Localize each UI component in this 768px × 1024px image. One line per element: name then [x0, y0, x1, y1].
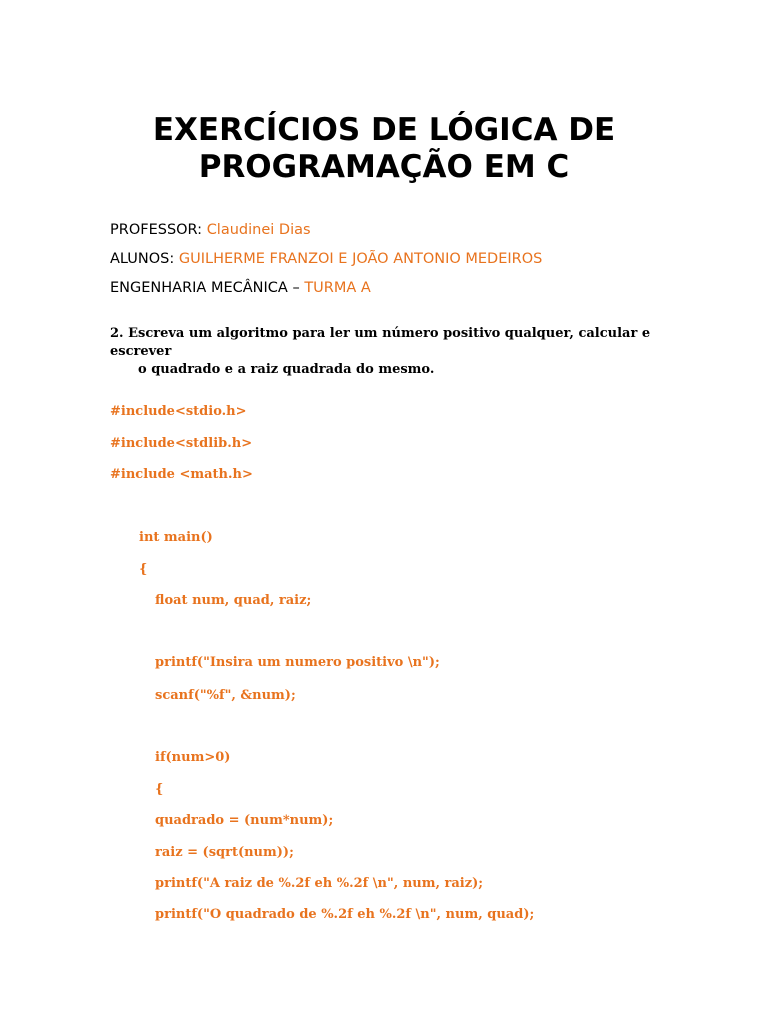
students-names: GUILHERME FRANZOI E JOÃO ANTONIO MEDEIROS [178, 251, 543, 267]
code-line: printf("O quadrado de %.2f eh %.2f \n", num, quad); [155, 907, 535, 922]
course-label: ENGENHARIA MECÂNICA – [110, 280, 300, 296]
exercise-line-2: o quadrado e a raiz quadrada do mesmo. [138, 362, 435, 377]
code-line: quadrado = (num*num); [155, 813, 334, 828]
professor-line [110, 222, 311, 238]
title-line-2: PROGRAMAÇÃO EM C [198, 149, 570, 185]
code-line: scanf("%f", &num); [155, 688, 296, 703]
class-name: TURMA A [304, 280, 371, 296]
exercise-line-1: 2. Escreva um algoritmo para ler um número positivo qualquer, calcular e escrever [110, 326, 651, 359]
code-line: int main() [139, 530, 213, 545]
code-line: raiz = (sqrt(num)); [155, 845, 294, 860]
code-line: { [139, 562, 148, 577]
code-line: #include<stdio.h> [110, 404, 247, 419]
course-line [110, 280, 371, 296]
document-title [0, 112, 768, 186]
code-line: printf("Insira um numero positivo \n"); [155, 655, 440, 670]
code-line: { [155, 782, 164, 797]
students-line [110, 251, 542, 267]
code-line: float num, quad, raiz; [155, 593, 312, 608]
code-line: #include<stdlib.h> [110, 436, 253, 451]
professor-label: PROFESSOR: [110, 222, 203, 238]
exercise-statement [110, 325, 670, 379]
code-line: #include <math.h> [110, 467, 253, 482]
professor-name: Claudinei Dias [206, 222, 311, 238]
students-label: ALUNOS: [110, 251, 175, 267]
code-line: printf("A raiz de %.2f eh %.2f \n", num, raiz); [155, 876, 484, 891]
code-line: if(num>0) [155, 750, 231, 765]
title-line-1: EXERCÍCIOS DE LÓGICA DE [152, 112, 616, 148]
